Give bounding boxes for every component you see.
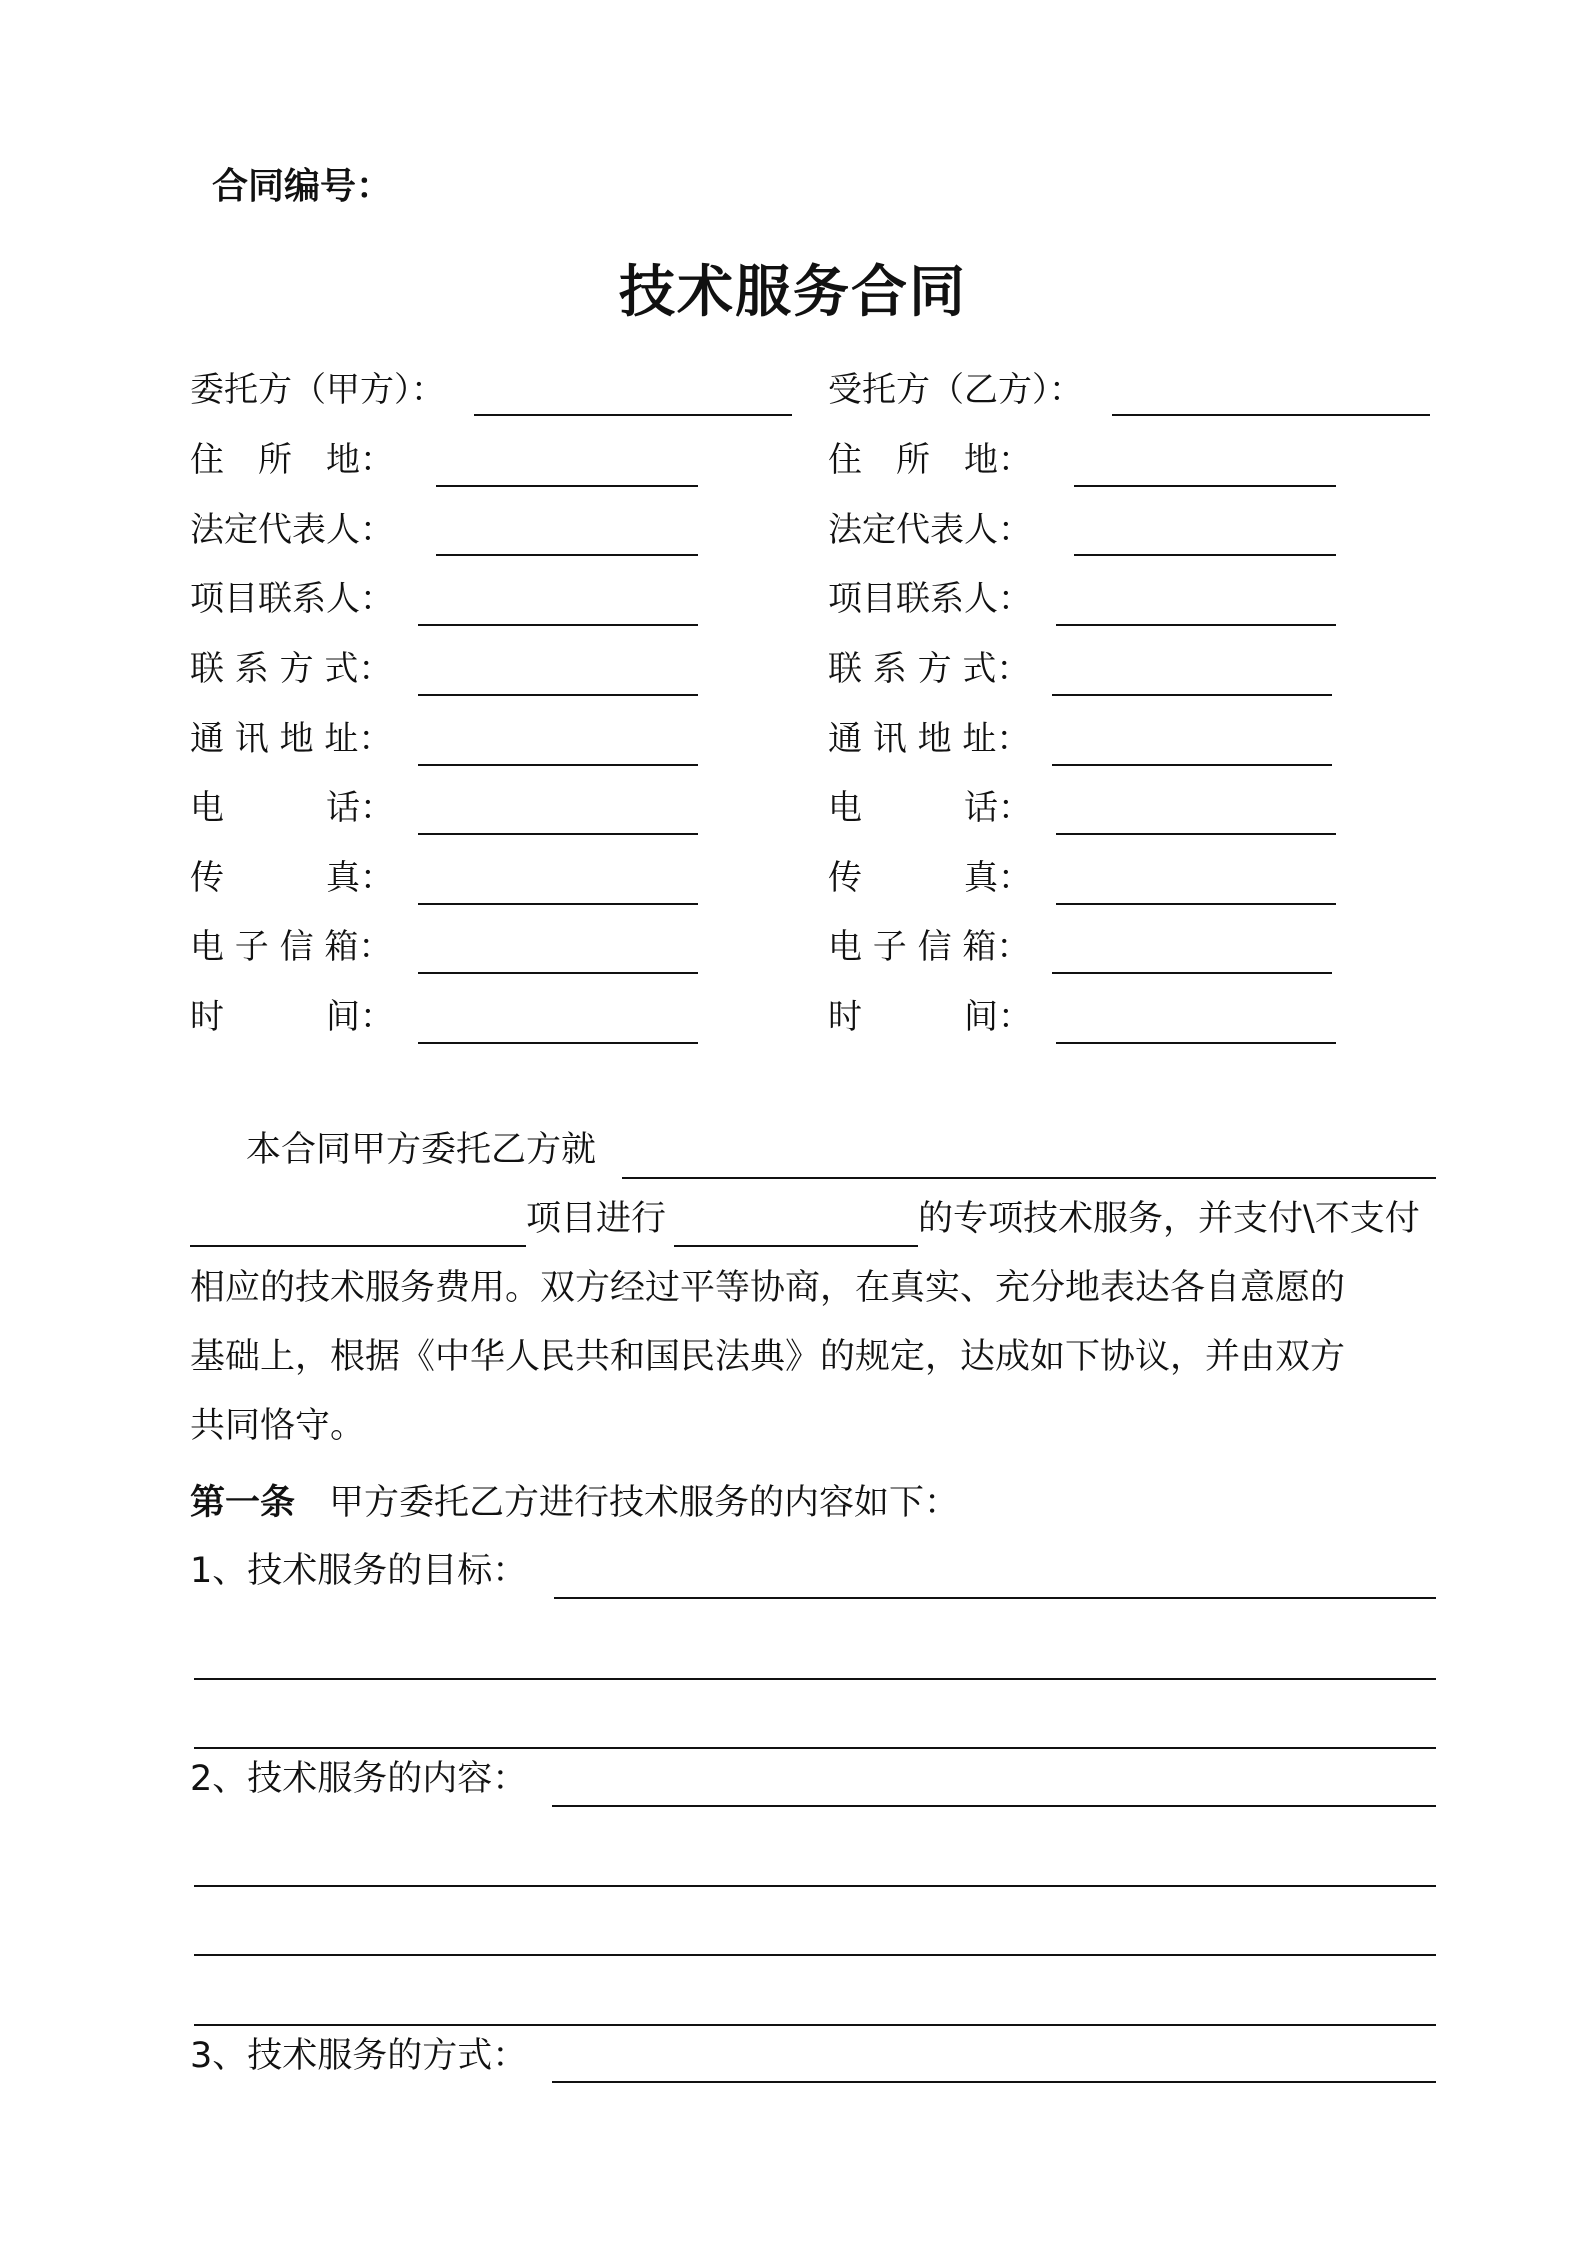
party-a-phone-field[interactable]: [418, 833, 698, 835]
party-b-email-label: 电 子 信 箱：: [828, 927, 1031, 967]
item-3-label: 3、技术服务的方式：: [190, 2036, 528, 2076]
party-b-mailing-address-label: 通 讯 地 址：: [828, 719, 1031, 759]
party-a-contact-method-label: 联 系 方 式：: [190, 649, 393, 689]
party-b-contact-person-field[interactable]: [1056, 624, 1336, 626]
party-b-phone-label: 电 话：: [828, 788, 1032, 828]
party-b-contact-person-label: 项目联系人：: [828, 579, 1032, 619]
party-a-legal-rep-label: 法定代表人：: [190, 510, 394, 550]
party-b-phone-field[interactable]: [1056, 833, 1336, 835]
party-b-heading: 受托方（乙方）：: [828, 370, 1083, 410]
party-b-contact-method-field[interactable]: [1052, 694, 1332, 696]
item-2-field-line-1[interactable]: [552, 1805, 1436, 1807]
article-1-title: 甲方委托乙方进行技术服务的内容如下：: [329, 1483, 960, 1523]
party-a-mailing-address-label: 通 讯 地 址：: [190, 719, 393, 759]
party-a-contact-person-label: 项目联系人：: [190, 579, 394, 619]
party-b-legal-rep-label: 法定代表人：: [828, 510, 1032, 550]
party-a-email-field[interactable]: [418, 972, 698, 974]
party-b-address-label: 住 所 地：: [828, 440, 1032, 480]
party-b-date-field[interactable]: [1056, 1042, 1336, 1044]
party-b-fax-label: 传 真：: [828, 858, 1032, 898]
intro-line-4: 基础上，根据《中华人民共和国民法典》的规定，达成如下协议，并由双方: [190, 1337, 1346, 1377]
intro-line-5: 共同恪守。: [190, 1406, 366, 1446]
item-1-field-line-1[interactable]: [554, 1597, 1436, 1599]
party-b-fax-field[interactable]: [1056, 903, 1336, 905]
party-a-date-field[interactable]: [418, 1042, 698, 1044]
item-2-label: 2、技术服务的内容：: [190, 1759, 528, 1799]
party-b-mailing-address-field[interactable]: [1052, 764, 1332, 766]
document-title: 技术服务合同: [619, 260, 967, 325]
intro-line-2-b: 的专项技术服务，并支付\不支付: [918, 1199, 1420, 1239]
item-1-field-line-2[interactable]: [194, 1678, 1436, 1680]
party-a-address-label: 住 所 地：: [190, 440, 394, 480]
item-1-field-line-3[interactable]: [194, 1747, 1436, 1749]
intro-service-field[interactable]: [674, 1245, 918, 1247]
intro-subject-field[interactable]: [622, 1177, 1436, 1179]
party-a-name-field[interactable]: [474, 414, 792, 416]
party-b-email-field[interactable]: [1052, 972, 1332, 974]
party-b-contact-method-label: 联 系 方 式：: [828, 649, 1031, 689]
party-b-address-field[interactable]: [1074, 485, 1336, 487]
party-a-email-label: 电 子 信 箱：: [190, 927, 393, 967]
party-a-legal-rep-field[interactable]: [436, 554, 698, 556]
party-a-fax-field[interactable]: [418, 903, 698, 905]
party-b-name-field[interactable]: [1112, 414, 1430, 416]
party-a-heading: 委托方（甲方）：: [190, 370, 445, 410]
party-a-contact-method-field[interactable]: [418, 694, 698, 696]
intro-line-1: 本合同甲方委托乙方就: [246, 1130, 597, 1170]
party-b-date-label: 时 间：: [828, 997, 1032, 1037]
article-1-heading: [190, 1481, 959, 1525]
item-2-field-line-2[interactable]: [194, 1885, 1436, 1887]
party-a-mailing-address-field[interactable]: [418, 764, 698, 766]
item-2-field-line-4[interactable]: [194, 2024, 1436, 2026]
contract-number-label: 合同编号：: [212, 166, 393, 207]
party-a-date-label: 时 间：: [190, 997, 394, 1037]
intro-line-2-a: 项目进行: [526, 1199, 667, 1239]
party-a-contact-person-field[interactable]: [418, 624, 698, 626]
article-1-number: 第一条: [190, 1483, 296, 1523]
item-2-field-line-3[interactable]: [194, 1954, 1436, 1956]
party-b-legal-rep-field[interactable]: [1074, 554, 1336, 556]
party-a-fax-label: 传 真：: [190, 858, 394, 898]
item-3-field-line-1[interactable]: [552, 2081, 1436, 2083]
intro-project-field[interactable]: [190, 1245, 526, 1247]
party-a-phone-label: 电 话：: [190, 788, 394, 828]
item-1-label: 1、技术服务的目标：: [190, 1551, 528, 1591]
party-a-address-field[interactable]: [436, 485, 698, 487]
intro-line-3: 相应的技术服务费用。双方经过平等协商，在真实、充分地表达各自意愿的: [190, 1268, 1346, 1308]
